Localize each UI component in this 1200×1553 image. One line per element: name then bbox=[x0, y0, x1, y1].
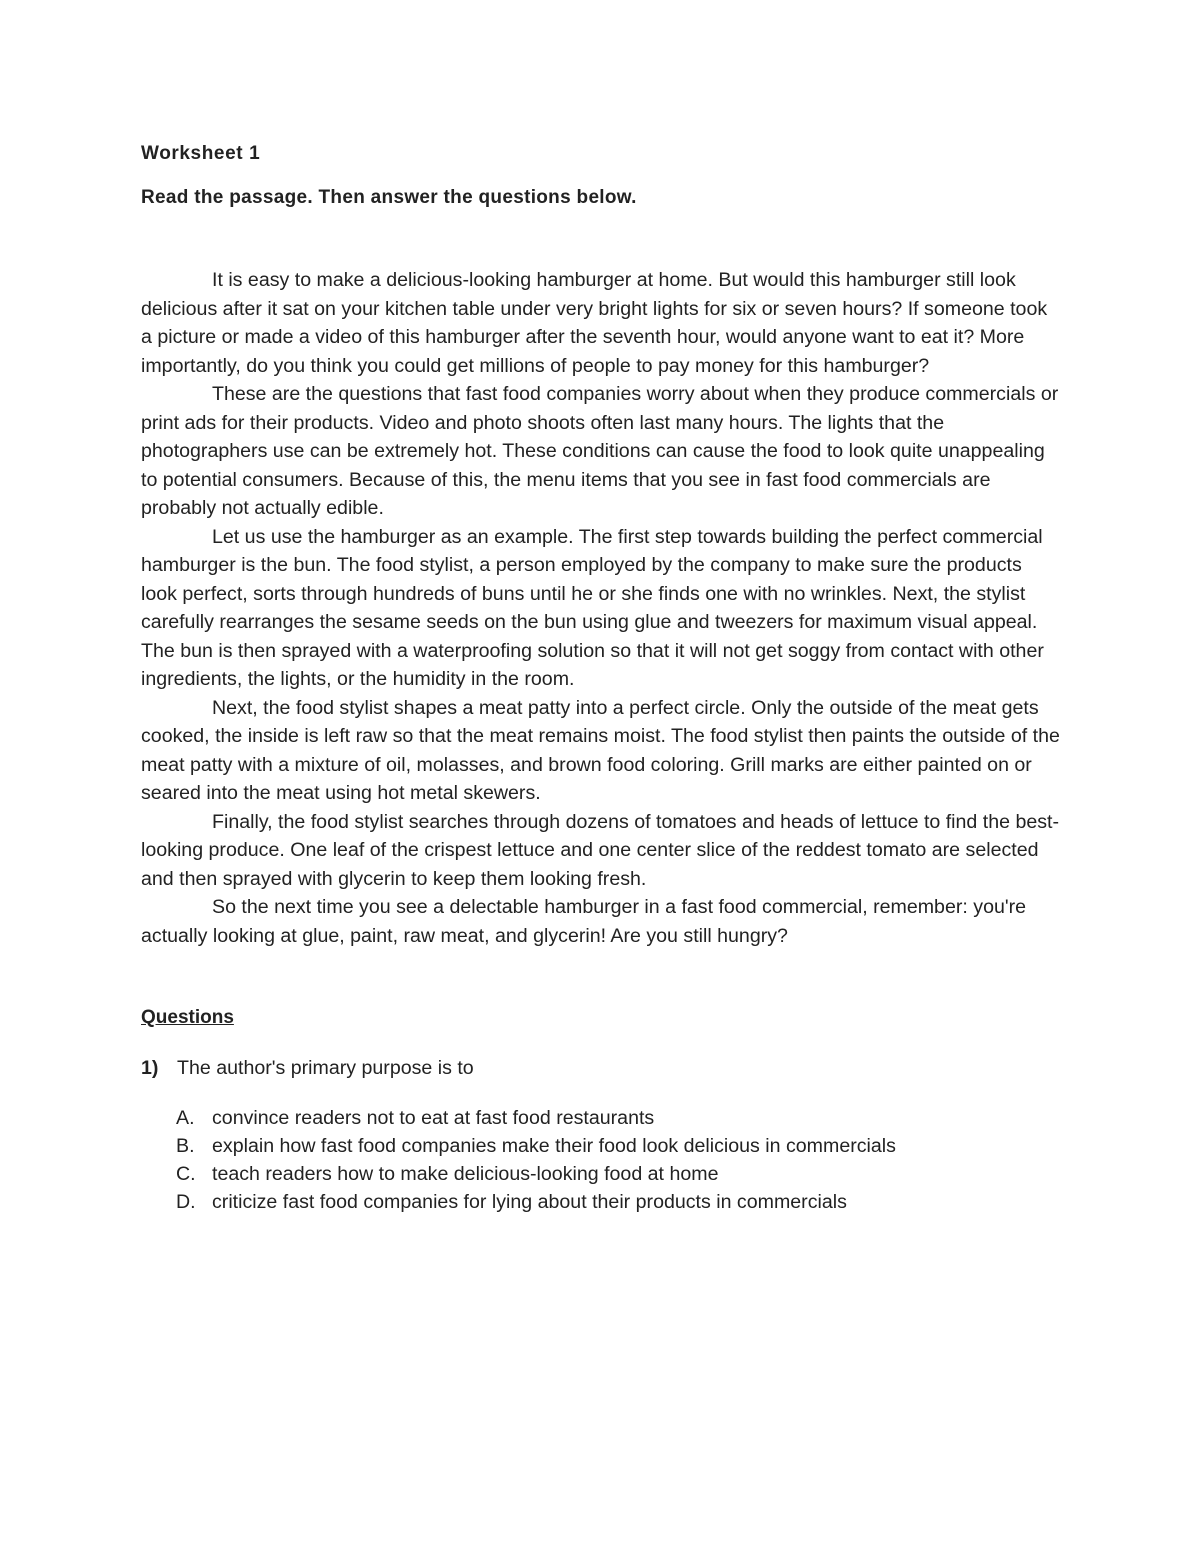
worksheet-title: Worksheet 1 bbox=[141, 143, 261, 164]
passage-paragraph: Let us use the hamburger as an example. The first step towards building the perfect commercial hamburger is the bun. The food stylist, a person employed by the company to make sure the products look perfect, sorts through hundreds of buns until he or she finds one with no wrinkles. Next, the stylist carefully rearranges the sesame seeds on the bun using glue and tweezers for maximum visual appeal. The bun is then sprayed with a waterproofing solution so that it will not get soggy from contact with other ingredients, the lights, or the humidity in the room. bbox=[141, 525, 1044, 690]
question-number: 1) bbox=[141, 1057, 159, 1079]
passage-paragraph: So the next time you see a delectable hamburger in a fast food commercial, remember: you're actually looking at glue, paint, raw meat, and glycerin! Are you still hungry? bbox=[141, 896, 1027, 947]
option-letter: C. bbox=[176, 1163, 196, 1185]
option-letter: B. bbox=[176, 1135, 195, 1157]
option-letter: A. bbox=[176, 1107, 195, 1129]
option-letter: D. bbox=[176, 1191, 196, 1213]
option-text: explain how fast food companies make their food look delicious in commercials bbox=[212, 1135, 896, 1157]
answer-option-d bbox=[141, 1188, 1061, 1216]
reading-passage bbox=[141, 266, 1061, 950]
passage-paragraph: Next, the food stylist shapes a meat patty into a perfect circle. Only the outside of the meat gets cooked, the inside is left raw so that the meat remains moist. The food stylist then paints the outside of the meat patty with a mixture of oil, molasses, and brown food coloring. Grill marks are either painted on or seared into the meat using hot metal skewers. bbox=[141, 696, 1060, 804]
passage-paragraph: It is easy to make a delicious-looking hamburger at home. But would this hamburger still look delicious after it sat on your kitchen table under very bright lights for six or seven hours? If someone took a picture or made a video of this hamburger after the seventh hour, would anyone want to eat it? More importantly, do you think you could get millions of people to pay money for this hamburger? bbox=[141, 269, 1048, 377]
option-text: teach readers how to make delicious-looking food at home bbox=[212, 1163, 719, 1185]
worksheet-instructions: Read the passage. Then answer the questions below. bbox=[141, 187, 637, 208]
answer-options bbox=[141, 1104, 1061, 1216]
question-prompt: The author's primary purpose is to bbox=[177, 1057, 474, 1079]
option-text: criticize fast food companies for lying about their products in commercials bbox=[212, 1191, 847, 1213]
option-text: convince readers not to eat at fast food restaurants bbox=[212, 1107, 655, 1129]
answer-option-a bbox=[141, 1104, 1061, 1132]
answer-option-b bbox=[141, 1132, 1061, 1160]
worksheet-page bbox=[141, 140, 1061, 1216]
passage-paragraph: Finally, the food stylist searches through dozens of tomatoes and heads of lettuce to find the best-looking produce. One leaf of the crispest lettuce and one center slice of the reddest tomato are selected and then sprayed with glycerin to keep them looking fresh. bbox=[141, 810, 1060, 890]
question-prompt-row bbox=[141, 1054, 1061, 1082]
passage-paragraph: These are the questions that fast food companies worry about when they produce commercials or print ads for their products. Video and photo shoots often last many hours. The lights that the photographers use can be extremely hot. These conditions can cause the food to look quite unappealing to potential consumers. Because of this, the menu items that you see in fast food commercials are probably not actually edible. bbox=[141, 383, 1059, 519]
answer-option-c bbox=[141, 1160, 1061, 1188]
question-1 bbox=[141, 1054, 1061, 1216]
questions-heading: Questions bbox=[141, 1007, 234, 1028]
